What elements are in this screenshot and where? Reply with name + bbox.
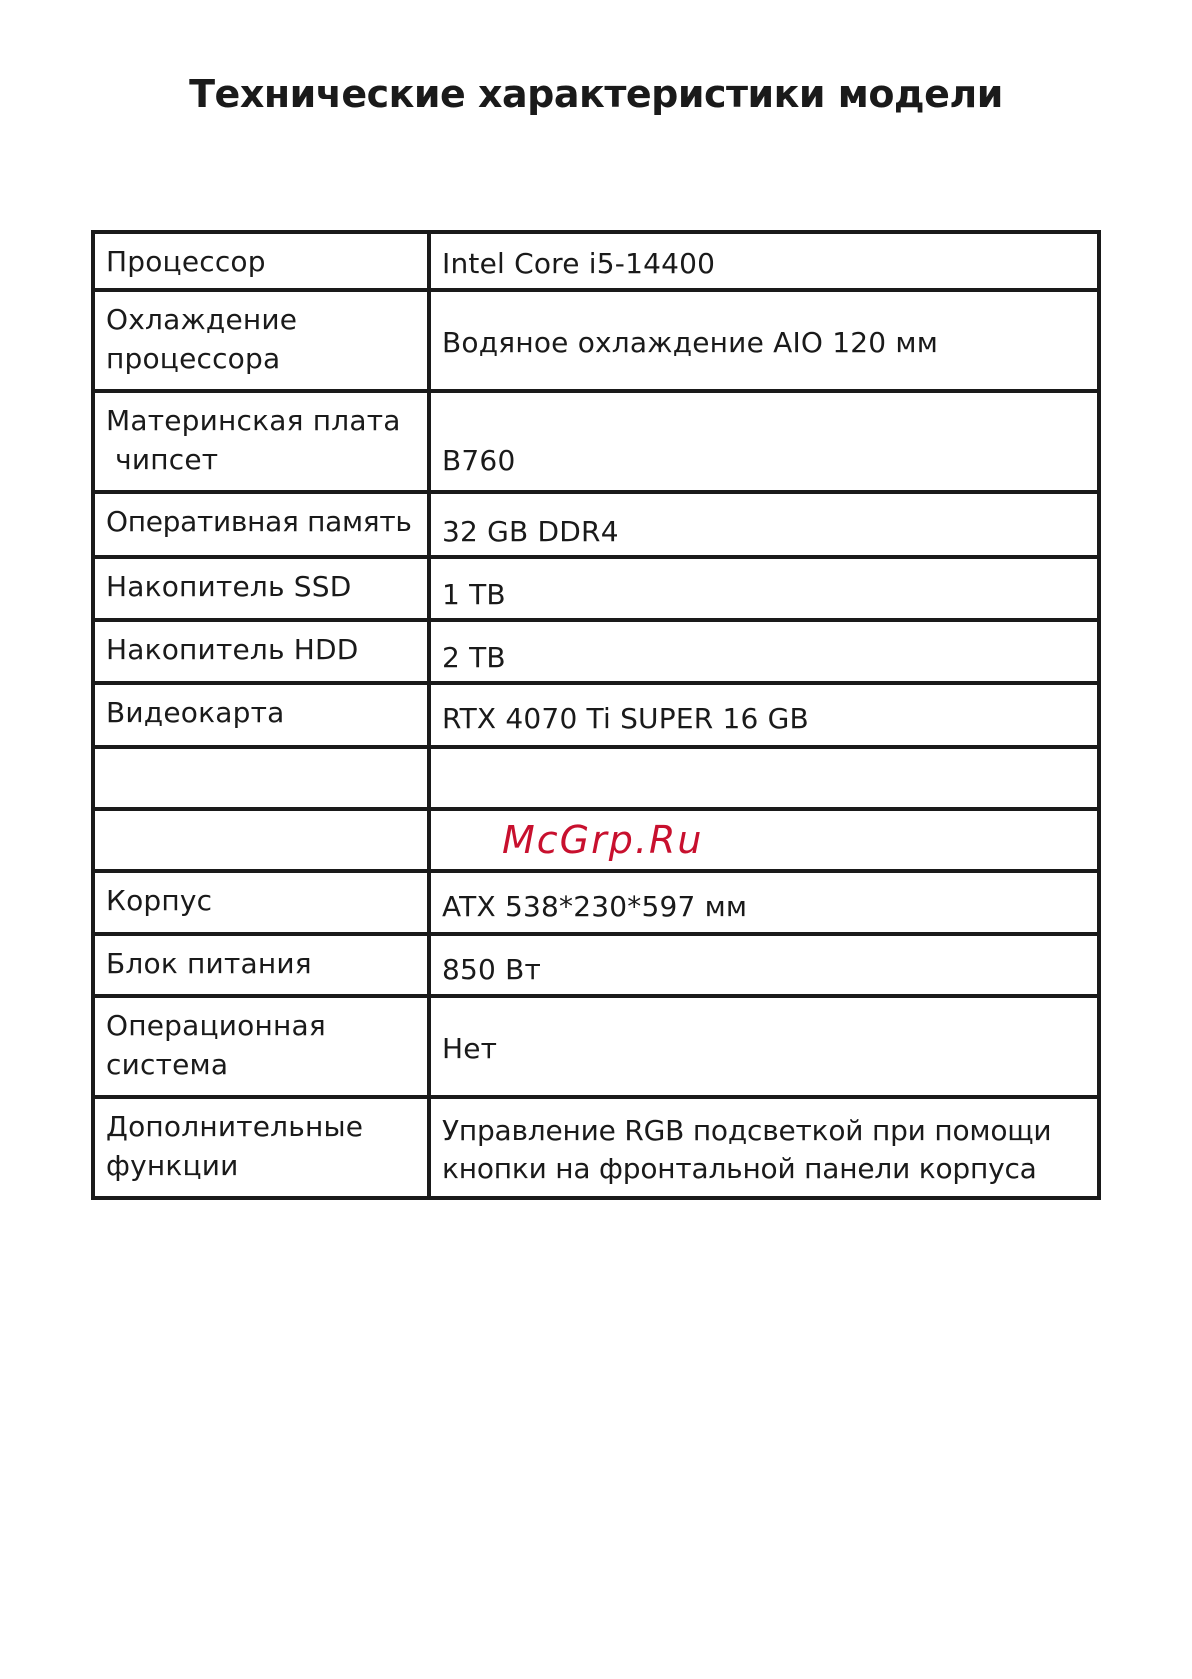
row-label: Накопитель SSD — [93, 557, 429, 620]
table-row — [93, 934, 1099, 996]
row-value: 850 Вт — [429, 934, 1099, 996]
page-title: Технические характеристики модели — [189, 72, 1003, 116]
table-row — [93, 620, 1099, 683]
row-value: 2 TB — [429, 620, 1099, 683]
row-value: 1 TB — [429, 557, 1099, 620]
table-row — [93, 492, 1099, 557]
table-row — [93, 1097, 1099, 1198]
row-label: Операционная система — [93, 996, 429, 1097]
table-row — [93, 683, 1099, 747]
table-row — [93, 232, 1099, 290]
row-value: ATX 538*230*597 мм — [429, 871, 1099, 934]
row-label: Процессор — [93, 232, 429, 290]
row-value: Водяное охлаждение AIO 120 мм — [429, 290, 1099, 391]
row-value: Нет — [429, 996, 1099, 1097]
row-label: Охлаждение процессора — [93, 290, 429, 391]
row-label — [93, 809, 429, 871]
table-row — [93, 391, 1099, 492]
table-row — [93, 747, 1099, 809]
table-row — [93, 557, 1099, 620]
row-value: Intel Core i5-14400 — [429, 232, 1099, 290]
row-label: Корпус — [93, 871, 429, 934]
row-label: Видеокарта — [93, 683, 429, 747]
row-label: Оперативная память — [93, 492, 429, 557]
row-value: RTX 4070 Ti SUPER 16 GB — [429, 683, 1099, 747]
row-label: Дополнительные функции — [93, 1097, 429, 1198]
row-label — [93, 747, 429, 809]
row-label: Блок питания — [93, 934, 429, 996]
spec-table — [91, 230, 1101, 1200]
row-value: B760 — [429, 391, 1099, 492]
row-value: 32 GB DDR4 — [429, 492, 1099, 557]
watermark: McGrp.Ru — [502, 818, 704, 862]
table-row — [93, 996, 1099, 1097]
row-value: Управление RGB подсветкой при помощи кнопки на фронтальной панели корпуса — [429, 1097, 1099, 1198]
row-label: Накопитель HDD — [93, 620, 429, 683]
row-label: Материнская плата чипсет — [93, 391, 429, 492]
row-value — [429, 747, 1099, 809]
table-row — [93, 871, 1099, 934]
table-row — [93, 290, 1099, 391]
